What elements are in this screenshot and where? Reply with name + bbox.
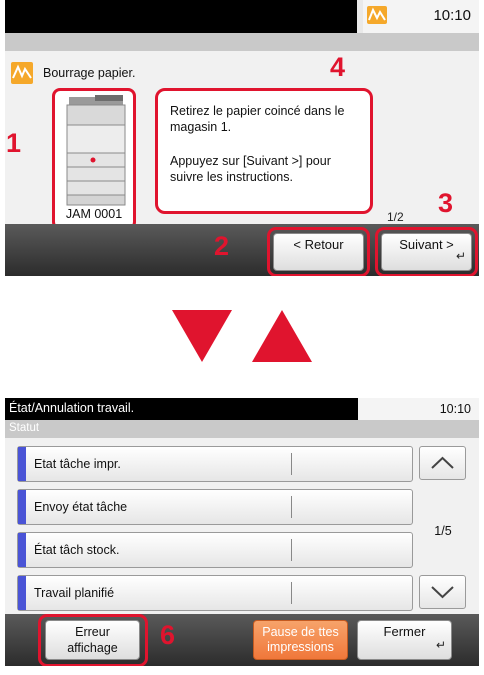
list-item[interactable] xyxy=(17,489,413,525)
printer-icon xyxy=(55,95,133,211)
callout-4: 4 xyxy=(330,52,346,82)
chevron-up-icon xyxy=(420,447,465,479)
page-indicator: 1/5 xyxy=(434,524,452,538)
list-item-label: Travail planifié xyxy=(34,586,115,600)
enter-icon: ↵ xyxy=(435,638,446,652)
clock: 10:10 xyxy=(433,7,471,24)
status-screen xyxy=(5,398,479,666)
jam-screen xyxy=(5,0,479,276)
close-button-label: Fermer xyxy=(383,624,426,639)
callout-2: 2 xyxy=(214,231,230,261)
list-item[interactable] xyxy=(17,575,413,611)
list-item[interactable] xyxy=(17,532,413,568)
scroll-down-button[interactable] xyxy=(419,575,466,609)
arrow-up-icon xyxy=(252,310,312,362)
list-item[interactable] xyxy=(17,446,413,482)
callout-1: 1 xyxy=(6,128,22,158)
list-item-label: Etat tâche impr. xyxy=(34,457,121,471)
paper-jam-icon xyxy=(367,6,387,24)
error-display-button[interactable] xyxy=(45,620,140,660)
next-button[interactable] xyxy=(381,233,472,271)
pause-label-2: impressions xyxy=(267,640,334,654)
clock: 10:10 xyxy=(439,402,471,416)
back-button[interactable] xyxy=(273,233,364,271)
back-button-label: < Retour xyxy=(293,237,344,252)
jam-title: Bourrage papier. xyxy=(43,66,136,80)
close-button[interactable] xyxy=(357,620,452,660)
next-button-label: Suivant > xyxy=(399,237,454,252)
pause-all-prints-button[interactable] xyxy=(253,620,348,660)
callout-6: 6 xyxy=(160,620,176,650)
callout-3: 3 xyxy=(438,188,454,218)
instruction-text-2: Appuyez sur [Suivant >] pour suivre les instructions. xyxy=(170,154,331,184)
instruction-text-1: Retirez le papier coincé dans le magasin 1. xyxy=(170,104,345,134)
scroll-up-button[interactable] xyxy=(419,446,466,480)
screen-title: État/Annulation travail. xyxy=(9,401,135,415)
error-display-label-1: Erreur xyxy=(75,625,110,639)
error-display-label-2: affichage xyxy=(67,641,118,655)
arrow-down-icon xyxy=(172,310,232,362)
list-item-label: Envoy état tâche xyxy=(34,500,128,514)
paper-jam-icon xyxy=(11,62,33,84)
chevron-down-icon xyxy=(420,576,465,608)
jam-code: JAM 0001 xyxy=(65,207,123,221)
page-indicator: 1/2 xyxy=(387,210,404,224)
screen-subtitle: Statut xyxy=(9,422,40,434)
status-bar xyxy=(5,0,479,33)
enter-icon: ↵ xyxy=(455,249,466,263)
pause-label-1: Pause de ttes xyxy=(262,625,339,639)
list-item-label: État tâch stock. xyxy=(34,543,120,557)
